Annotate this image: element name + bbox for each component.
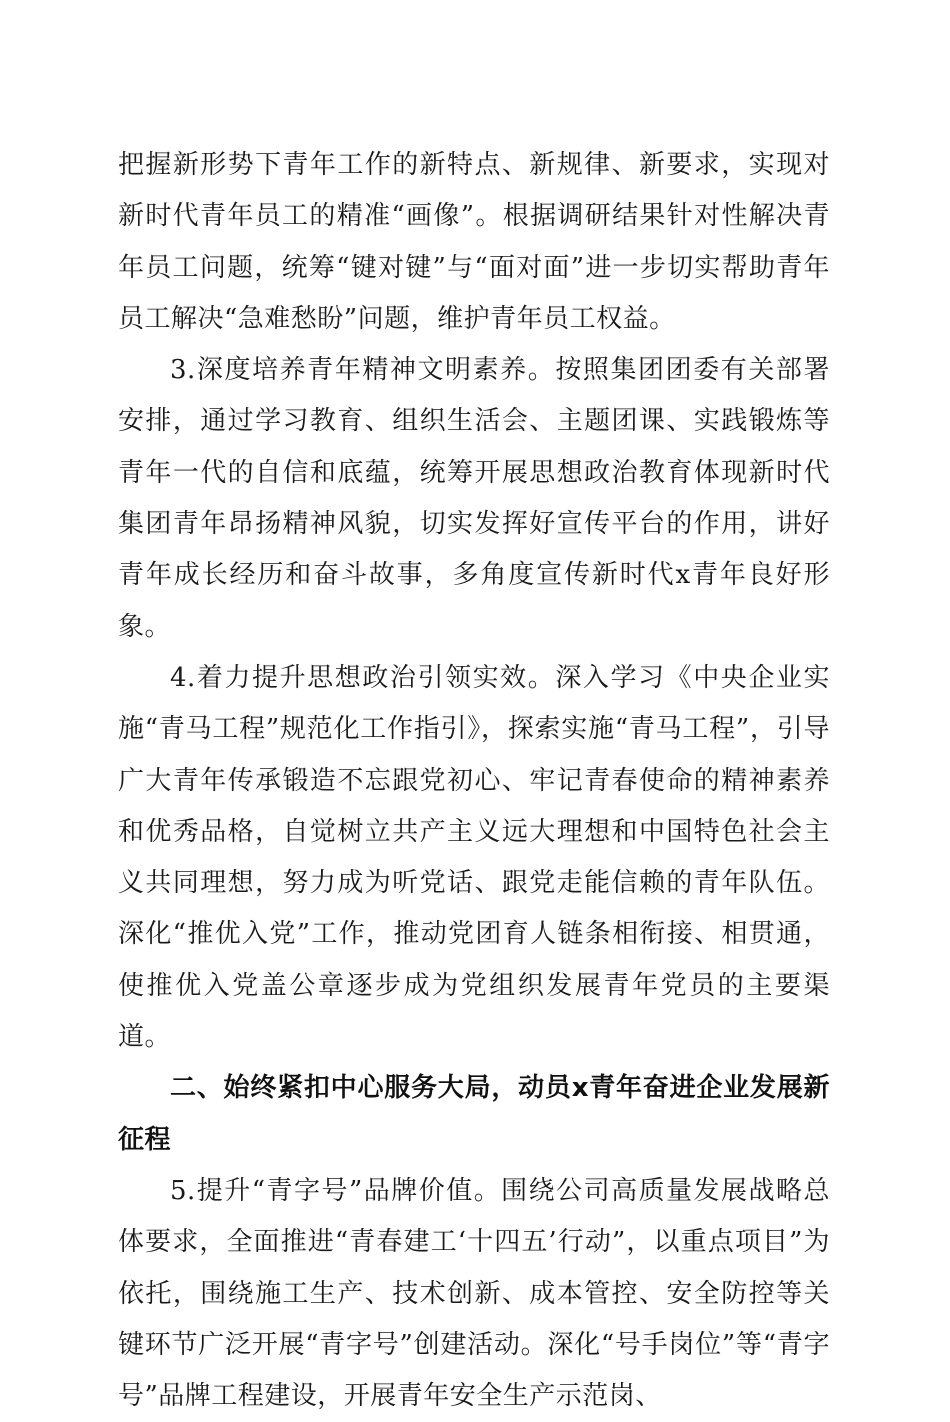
paragraph-continuation: 把握新形势下青年工作的新特点、新规律、新要求，实现对新时代青年员工的精准“画像”。根据调研结果针对性解决青年员工问题，统筹“键对键”与“面对面”进一步切实帮助青年员工解决“急难愁盼”问题，维护青年员工权益。	[118, 150, 830, 334]
section-heading-2: 二、始终紧扣中心服务大局，动员x青年奋进企业发展新征程	[118, 1073, 830, 1155]
paragraph-item-4: 4.着力提升思想政治引领实效。深入学习《中央企业实施“青马工程”规范化工作指引》，探索实施“青马工程”，引导广大青年传承锻造不忘跟党初心、牢记青春使命的精神素养和优秀品格，自觉树立共产主义远大理想和中国特色社会主义共同理想，努力成为听党话、跟党走能信赖的青年队伍。深化“推优入党”工作，推动党团育人链条相衔接、相贯通，使推优入党盖公章逐步成为党组织发展青年党员的主要渠道。	[118, 662, 830, 1053]
document-body	[118, 140, 830, 1422]
paragraph-item-5: 5.提升“青字号”品牌价值。围绕公司高质量发展战略总体要求，全面推进“青春建工‘十四五’行动”，以重点项目”为依托，围绕施工生产、技术创新、成本管控、安全防控等关键环节广泛开展“青字号”创建活动。深化“号手岗位”等“青字号”品牌工程建设，开展青年安全生产示范岗、	[118, 1175, 830, 1412]
paragraph-item-3: 3.深度培养青年精神文明素养。按照集团团委有关部署安排，通过学习教育、组织生活会、主题团课、实践锻炼等青年一代的自信和底蕴，统筹开展思想政治教育体现新时代集团青年昂扬精神风貌，切实发挥好宣传平台的作用，讲好青年成长经历和奋斗故事，多角度宣传新时代x青年良好形象。	[118, 355, 830, 642]
